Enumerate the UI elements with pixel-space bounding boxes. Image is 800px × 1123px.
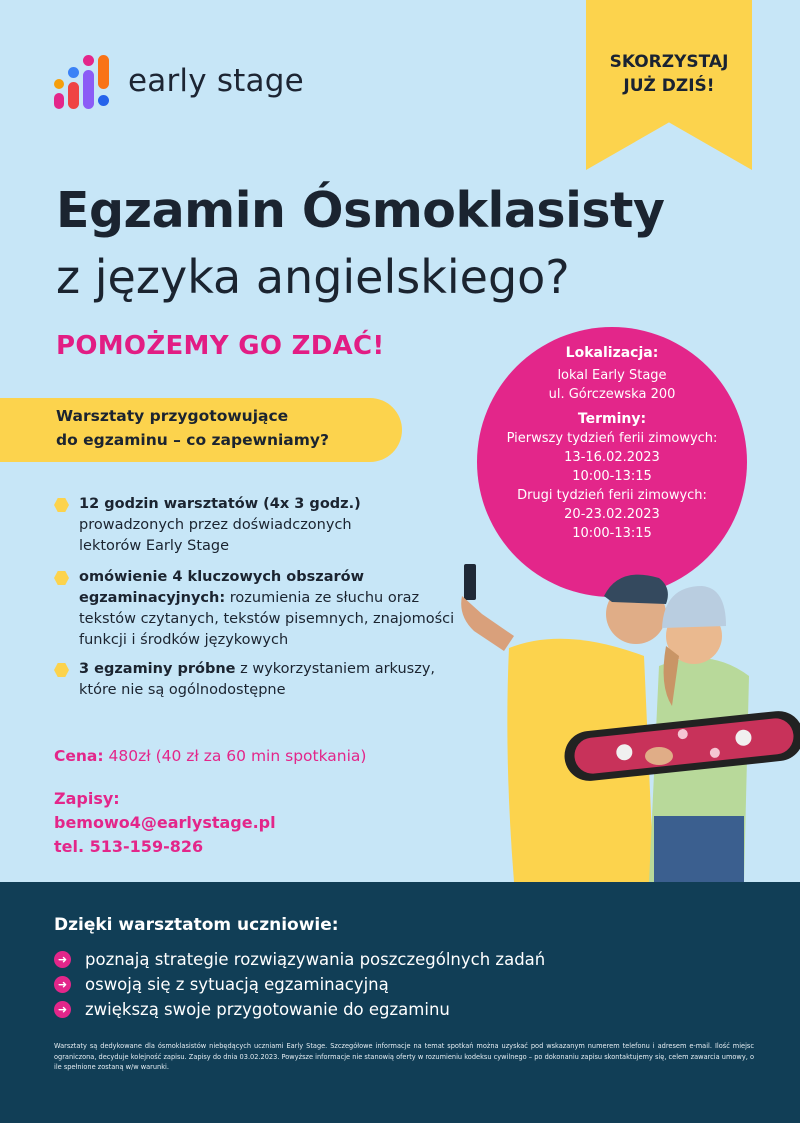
term1-date: 13-16.02.2023 [564, 450, 660, 465]
terms-label: Terminy: [577, 411, 647, 427]
list-item [54, 567, 474, 651]
benefit-text: zwiększą swoje przygotowanie do egzaminu [85, 1000, 450, 1019]
term1-label: Pierwszy tydzień ferii zimowych: [506, 431, 718, 446]
headline-tagline: POMOŻEMY GO ZDAĆ! [56, 331, 385, 361]
location-label: Lokalizacja: [565, 345, 659, 361]
hexagon-bullet-icon [54, 498, 69, 512]
pill-line1: Warsztaty przygotowujące [56, 407, 289, 425]
list-item [54, 1000, 754, 1019]
bullet-text: rozumienia ze słuchu oraz tekstów czytanych, tekstów pisemnych, znajomości funkcji i środków językowych [79, 590, 455, 648]
list-item [54, 950, 754, 969]
info-pill-text [56, 404, 329, 452]
term2-date: 20-23.02.2023 [564, 507, 660, 522]
students-photo [444, 556, 800, 882]
signup-label: Zapisy: [54, 789, 120, 808]
price-value: 480zł (40 zł za 60 min spotkania) [108, 747, 367, 765]
benefit-text: poznają strategie rozwiązywania poszczególnych zadań [85, 950, 546, 969]
fine-print: Warsztaty są dedykowane dla ósmoklasistów niebędących uczniami Early Stage. Szczegółowe informacje na temat spotkań można uzyskać pod wskazanym numerem telefonu i adresem e-mail. Ilość miejsc ograniczona, decyduje kolejność zapisu. Zapisy do dnia 03.02.2023. Powyższe informacje nie stanowią oferty w rozumieniu kodeksu cywilnego – po dokonaniu zapisu skontaktujemy się, celem zawarcia umowy, o ile spełnione zostaną w/w warunki. [54, 1042, 754, 1071]
list-item [54, 494, 384, 557]
signup-block [54, 787, 276, 859]
benefit-text: oswoją się z sytuacją egzaminacyjną [85, 975, 389, 994]
signup-email-link[interactable]: bemowo4@earlystage.pl [54, 813, 276, 832]
logo [54, 50, 304, 112]
arrow-right-icon: ➜ [54, 951, 71, 968]
location-line2: ul. Górczewska 200 [548, 387, 676, 402]
ribbon-line1: SKORZYSTAJ [609, 52, 729, 72]
bullet-text: prowadzonych przez doświadczonych lektorów Early Stage [79, 517, 352, 554]
hexagon-bullet-icon [54, 663, 69, 677]
bullet-bold: omówienie 4 kluczowych obszarów egzaminacyjnych: [79, 569, 364, 606]
arrow-right-icon: ➜ [54, 1001, 71, 1018]
price-line [54, 747, 366, 765]
details-circle-text [477, 344, 747, 543]
list-item [54, 975, 754, 994]
term1-time: 10:00-13:15 [572, 469, 652, 484]
term2-label: Drugi tydzień ferii zimowych: [517, 488, 707, 503]
promo-ribbon-text [586, 50, 752, 98]
headline-subtitle: z języka angielskiego? [56, 250, 570, 304]
ribbon-line2: JUŻ DZIŚ! [623, 76, 715, 96]
location-line1: lokal Early Stage [557, 368, 667, 383]
list-item [54, 659, 474, 701]
pill-line2: do egzaminu – co zapewniamy? [56, 431, 329, 449]
price-label: Cena: [54, 747, 104, 765]
bullet-bold: 3 egzaminy próbne [79, 661, 236, 677]
signup-phone-link[interactable]: tel. 513-159-826 [54, 837, 204, 856]
bullet-text: z wykorzystaniem arkuszy, które nie są ogólnodostępne [79, 661, 436, 698]
arrow-right-icon: ➜ [54, 976, 71, 993]
headline-title: Egzamin Ósmoklasisty [56, 182, 665, 239]
early-stage-logo-icon [54, 53, 112, 109]
term2-time: 10:00-13:15 [572, 526, 652, 541]
hexagon-bullet-icon [54, 571, 69, 585]
benefits-heading: Dzięki warsztatom uczniowie: [54, 915, 339, 935]
logo-text: early stage [128, 63, 304, 99]
bullet-bold: 12 godzin warsztatów (4x 3 godz.) [79, 496, 361, 512]
